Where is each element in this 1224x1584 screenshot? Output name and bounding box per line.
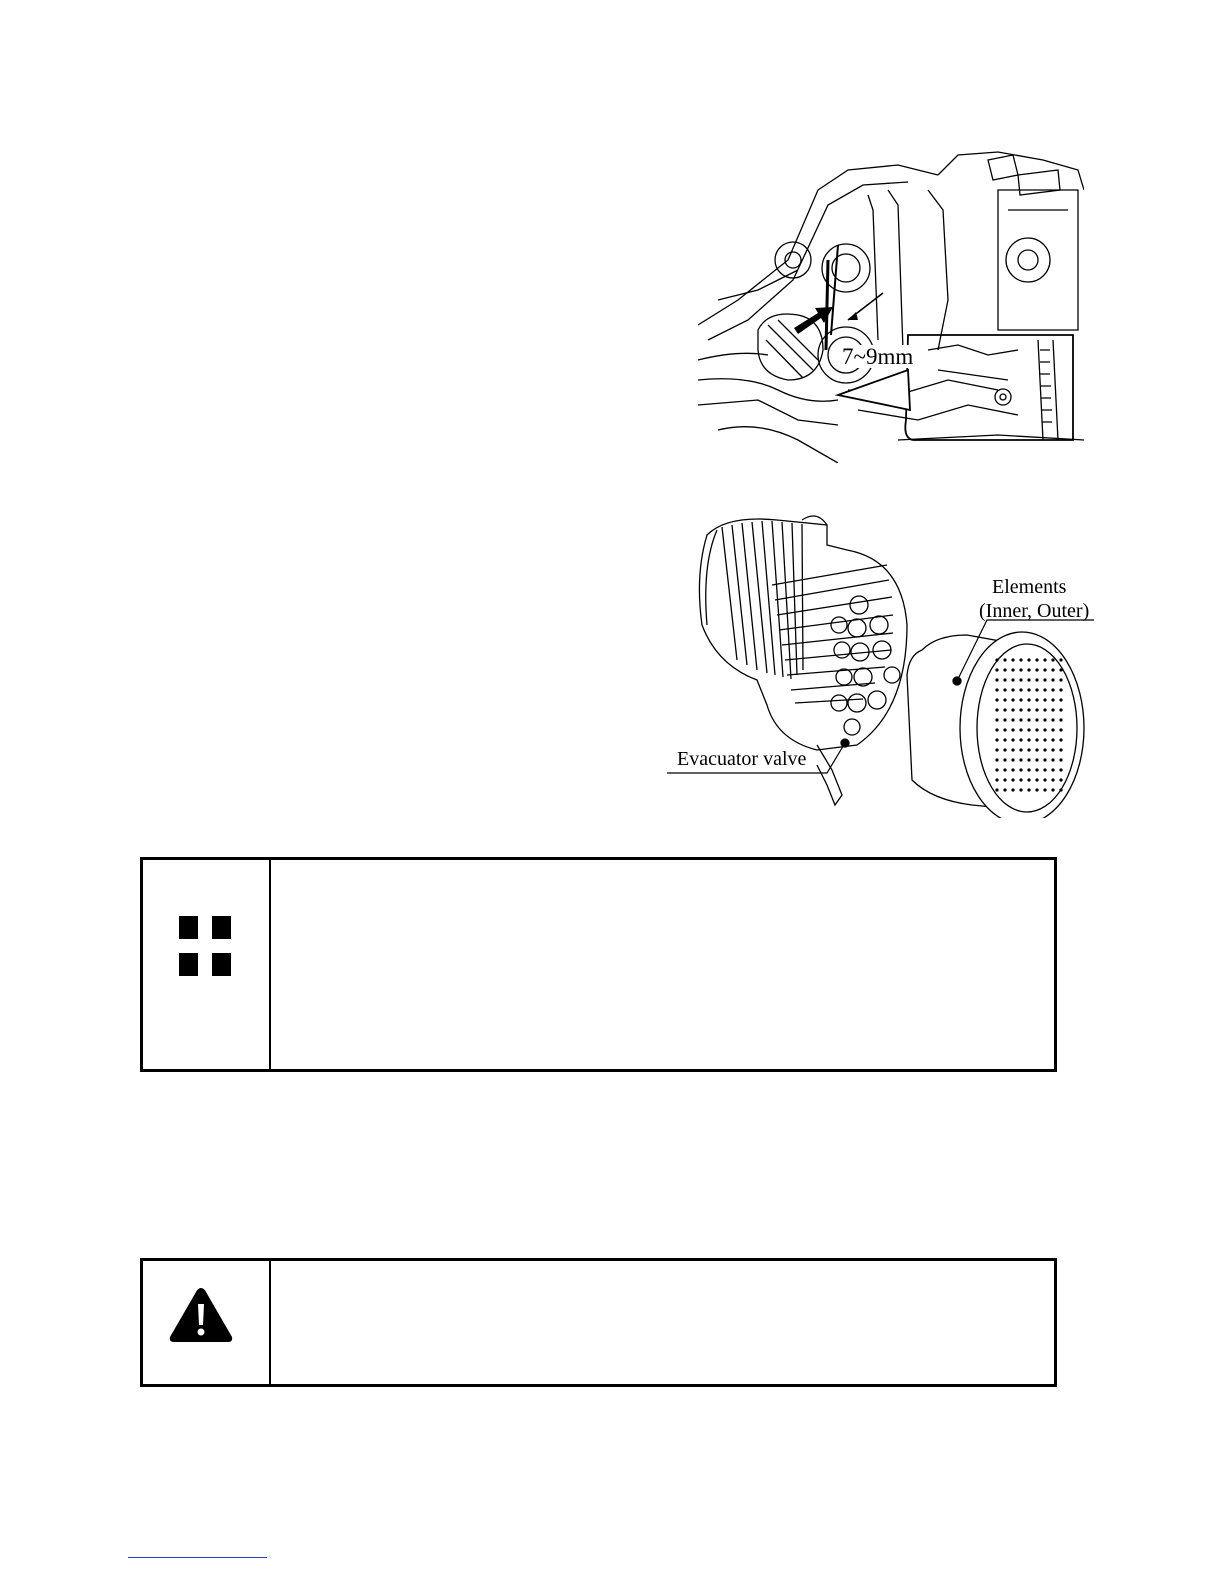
note-cross-icon — [179, 916, 231, 976]
warning-triangle-icon — [169, 1287, 233, 1343]
belt-deflection-label: 7~9mm — [842, 344, 914, 369]
warning-icon-cell — [143, 1261, 271, 1384]
note-box — [140, 857, 1057, 1072]
note-icon-cell — [143, 860, 271, 1069]
belt-tension-figure — [698, 150, 1084, 463]
air-cleaner-figure — [667, 505, 1094, 818]
air-cleaner-illustration — [667, 505, 1094, 818]
belt-tension-illustration — [698, 150, 1084, 463]
footer-rule — [128, 1557, 267, 1558]
evacuator-valve-label: Evacuator valve — [677, 748, 807, 770]
elements-label-line1: Elements — [992, 576, 1067, 598]
warning-box — [140, 1258, 1057, 1387]
elements-label-line2: (Inner, Outer) — [979, 600, 1090, 622]
